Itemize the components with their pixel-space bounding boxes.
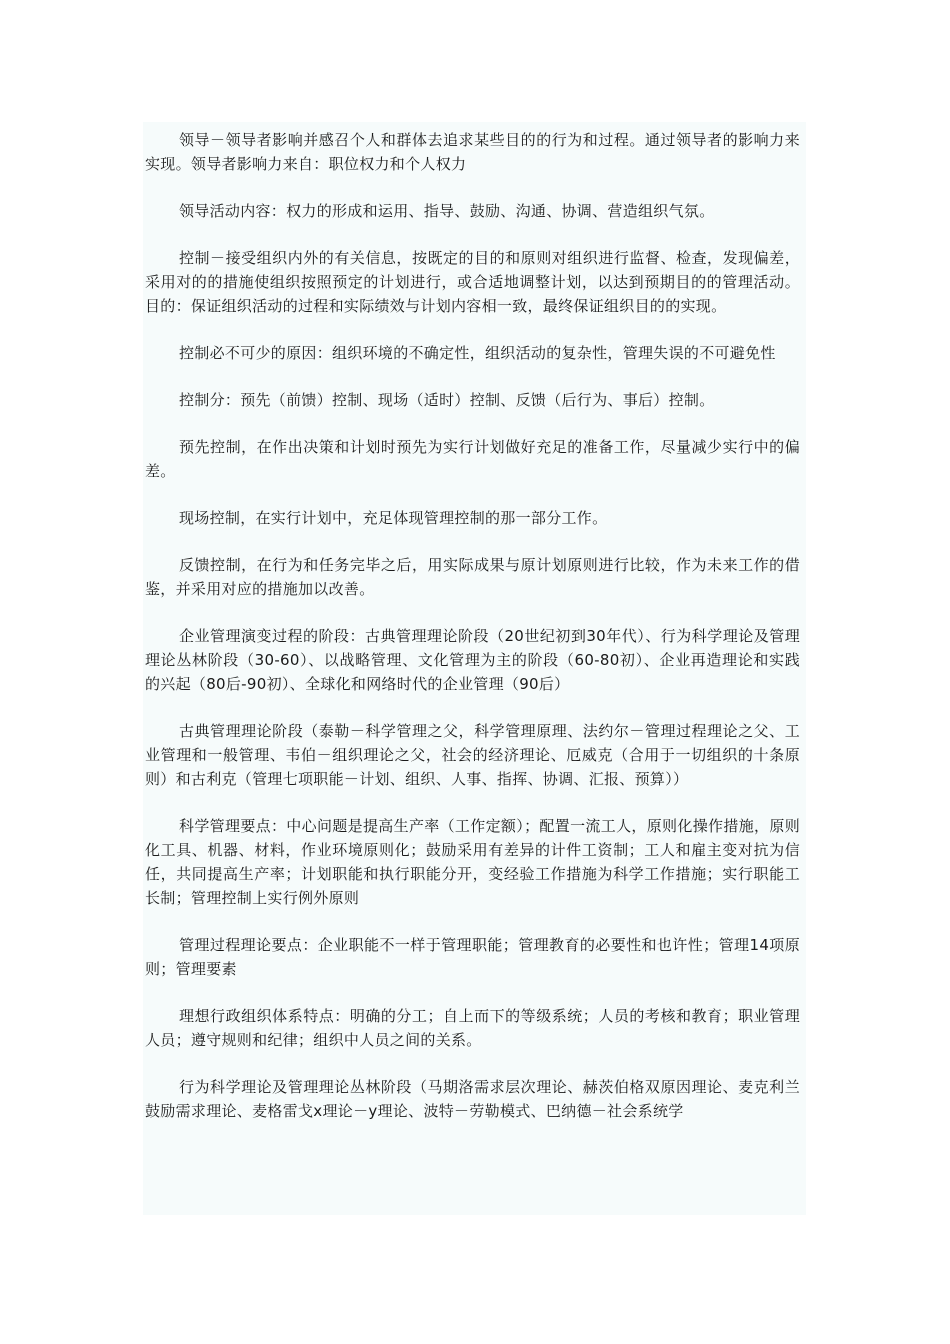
paragraph-behavioral-science: 行为科学理论及管理理论丛林阶段（马期洛需求层次理论、赫茨伯格双原因理论、麦克利兰鼓励需求理论、麦格雷戈x理论－y理论、波特－劳勒模式、巴纳德－社会系统学 <box>145 1078 800 1120</box>
paragraph-control-definition: 控制－接受组织内外的有关信息，按既定的目的和原则对组织进行监督、检查，发现偏差，采用对的的措施使组织按照预定的计划进行，或合适地调整计划，以达到预期目的的管理活动。目的：保证组织活动的过程和实际绩效与计划内容相一致，最终保证组织目的的实现。 <box>145 249 800 315</box>
paragraph-ideal-bureaucracy: 理想行政组织体系特点：明确的分工；自上而下的等级系统；人员的考核和教育；职业管理人员；遵守规则和纪律；组织中人员之间的关系。 <box>145 1007 800 1049</box>
paragraph-leadership-activities: 领导活动内容：权力的形成和运用、指导、鼓励、沟通、协调、营造组织气氛。 <box>179 202 715 220</box>
paragraph-leadership-definition: 领导－领导者影响并感召个人和群体去追求某些目的的行为和过程。通过领导者的影响力来实现。领导者影响力来自：职位权力和个人权力 <box>145 131 800 173</box>
paragraph-onsite-control: 现场控制，在实行计划中，充足体现管理控制的那一部分工作。 <box>179 509 608 527</box>
paragraph-control-reasons: 控制必不可少的原因：组织环境的不确定性，组织活动的复杂性，管理失误的不可避免性 <box>179 344 776 362</box>
paragraph-management-process: 管理过程理论要点：企业职能不一样于管理职能；管理教育的必要性和也许性；管理14项原则；管理要素 <box>145 936 800 978</box>
paragraph-control-types: 控制分：预先（前馈）控制、现场（适时）控制、反馈（后行为、事后）控制。 <box>179 391 715 409</box>
paragraph-management-evolution: 企业管理演变过程的阶段：古典管理理论阶段（20世纪初到30年代）、行为科学理论及管理理论丛林阶段（30-60）、以战略管理、文化管理为主的阶段（60-80初）、企业再造理论和实践的兴起（80后-90初）、全球化和网络时代的企业管理（90后） <box>145 627 800 693</box>
content-inner <box>143 122 806 1123</box>
paragraph-scientific-management: 科学管理要点：中心问题是提高生产率（工作定额）；配置一流工人，原则化操作措施，原则化工具、机器、材料，作业环境原则化；鼓励采用有差异的计件工资制；工人和雇主变对抗为信任，共同提高生产率；计划职能和执行职能分开，变经验工作措施为科学工作措施；实行职能工长制；管理控制上实行例外原则 <box>145 817 800 907</box>
paragraph-preventive-control: 预先控制，在作出决策和计划时预先为实行计划做好充足的准备工作，尽量减少实行中的偏差。 <box>145 438 800 480</box>
text-content-block <box>143 122 806 1215</box>
paragraph-classical-management: 古典管理理论阶段（泰勒－科学管理之父，科学管理原理、法约尔－管理过程理论之父、工业管理和一般管理、韦伯－组织理论之父，社会的经济理论、厄威克（合用于一切组织的十条原则）和古利克（管理七项职能－计划、组织、人事、指挥、协调、汇报、预算）） <box>145 722 800 788</box>
paragraph-feedback-control: 反馈控制，在行为和任务完毕之后，用实际成果与原计划原则进行比较，作为未来工作的借鉴，并采用对应的措施加以改善。 <box>145 556 800 598</box>
